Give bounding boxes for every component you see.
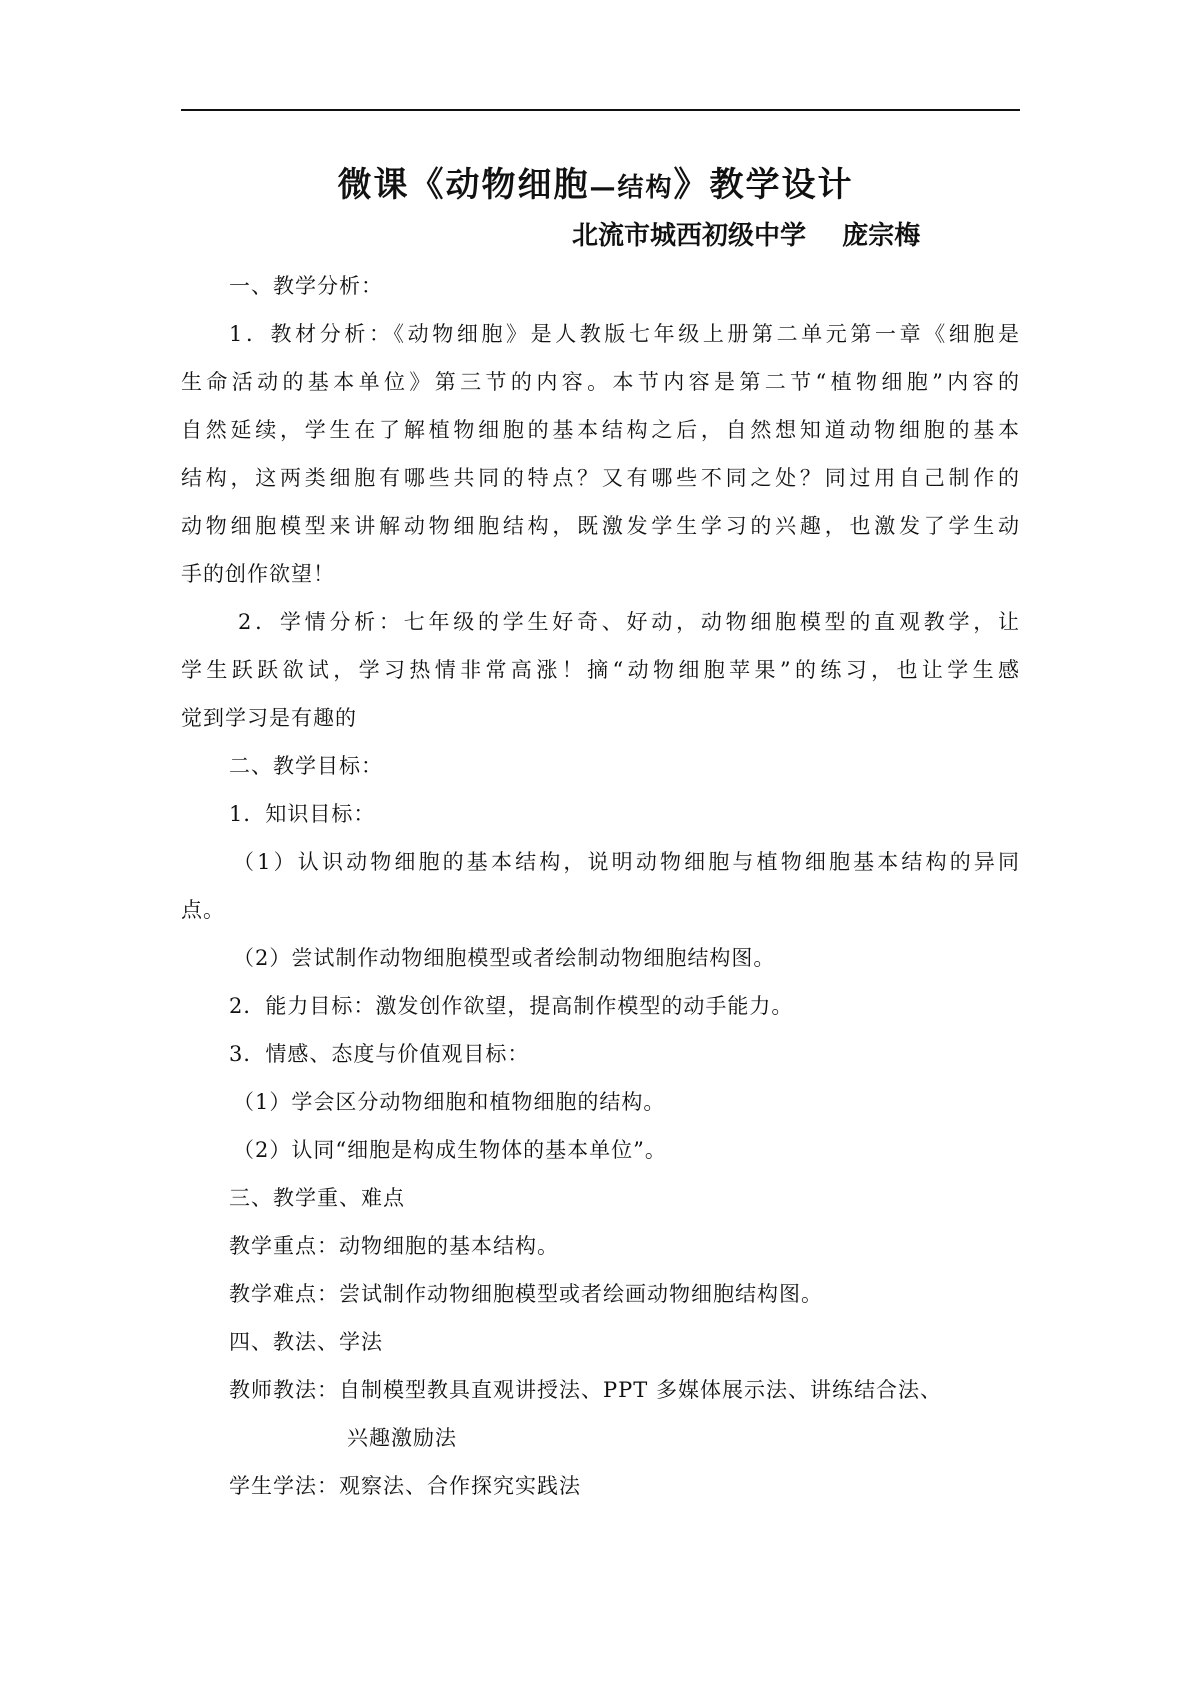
- document-title: [0, 163, 1191, 210]
- paragraph-line: 点。: [181, 898, 225, 922]
- title-end: 》教学设计: [673, 165, 854, 205]
- section-heading-objectives: 二、教学目标：: [229, 754, 383, 778]
- title-subtopic: —结构: [589, 173, 674, 203]
- paragraph-line: 手的创作欲望！: [181, 562, 335, 586]
- student-method-line: 学生学法：观察法、合作探究实践法: [229, 1474, 581, 1498]
- paragraph-line: 学生跃跃欲试，学习热情非常高涨！摘“动物细胞苹果”的练习，也让学生感: [181, 658, 1020, 682]
- paragraph-line: 1．教材分析：《动物细胞》是人教版七年级上册第二单元第一章《细胞是: [229, 322, 1020, 346]
- section-heading-key-points: 三、教学重、难点: [229, 1186, 405, 1210]
- header-rule: [181, 109, 1020, 111]
- subheading-ability: 2．能力目标：激发创作欲望，提高制作模型的动手能力。: [229, 994, 794, 1018]
- difficulty-line: 教学难点：尝试制作动物细胞模型或者绘画动物细胞结构图。: [229, 1282, 823, 1306]
- document-body: [181, 262, 1020, 1510]
- author-line: 北流市城西初级中学 庞宗梅: [572, 221, 921, 251]
- list-item: （1）认识动物细胞的基本结构，说明动物细胞与植物细胞基本结构的异同: [233, 850, 1020, 874]
- paragraph-line: 自然延续，学生在了解植物细胞的基本结构之后，自然想知道动物细胞的基本: [181, 418, 1020, 442]
- key-point-line: 教学重点：动物细胞的基本结构。: [229, 1234, 559, 1258]
- list-item: （2）尝试制作动物细胞模型或者绘制动物细胞结构图。: [233, 946, 776, 970]
- list-item: （1）学会区分动物细胞和植物细胞的结构。: [233, 1090, 666, 1114]
- title-main: 微课《动物细胞: [337, 165, 590, 205]
- paragraph-line: 觉到学习是有趣的: [181, 706, 357, 730]
- subheading-attitude: 3．情感、态度与价值观目标：: [229, 1042, 530, 1066]
- teacher-method-line: 教师教法：自制模型教具直观讲授法、PPT 多媒体展示法、讲练结合法、: [229, 1378, 942, 1402]
- subheading-knowledge: 1．知识目标：: [229, 802, 376, 826]
- section-heading-methods: 四、教法、学法: [229, 1330, 383, 1354]
- list-item: （2）认同“细胞是构成生物体的基本单位”。: [233, 1138, 667, 1162]
- teacher-method-continuation: 兴趣激励法: [347, 1426, 457, 1450]
- paragraph-line: 2．学情分析：七年级的学生好奇、好动，动物细胞模型的直观教学，让: [238, 610, 1020, 634]
- paragraph-line: 生命活动的基本单位》第三节的内容。本节内容是第二节“植物细胞”内容的: [181, 370, 1020, 394]
- section-heading-analysis: 一、教学分析：: [229, 274, 383, 298]
- paragraph-line: 动物细胞模型来讲解动物细胞结构，既激发学生学习的兴趣，也激发了学生动: [181, 514, 1020, 538]
- paragraph-line: 结构，这两类细胞有哪些共同的特点？又有哪些不同之处？同过用自己制作的: [181, 466, 1020, 490]
